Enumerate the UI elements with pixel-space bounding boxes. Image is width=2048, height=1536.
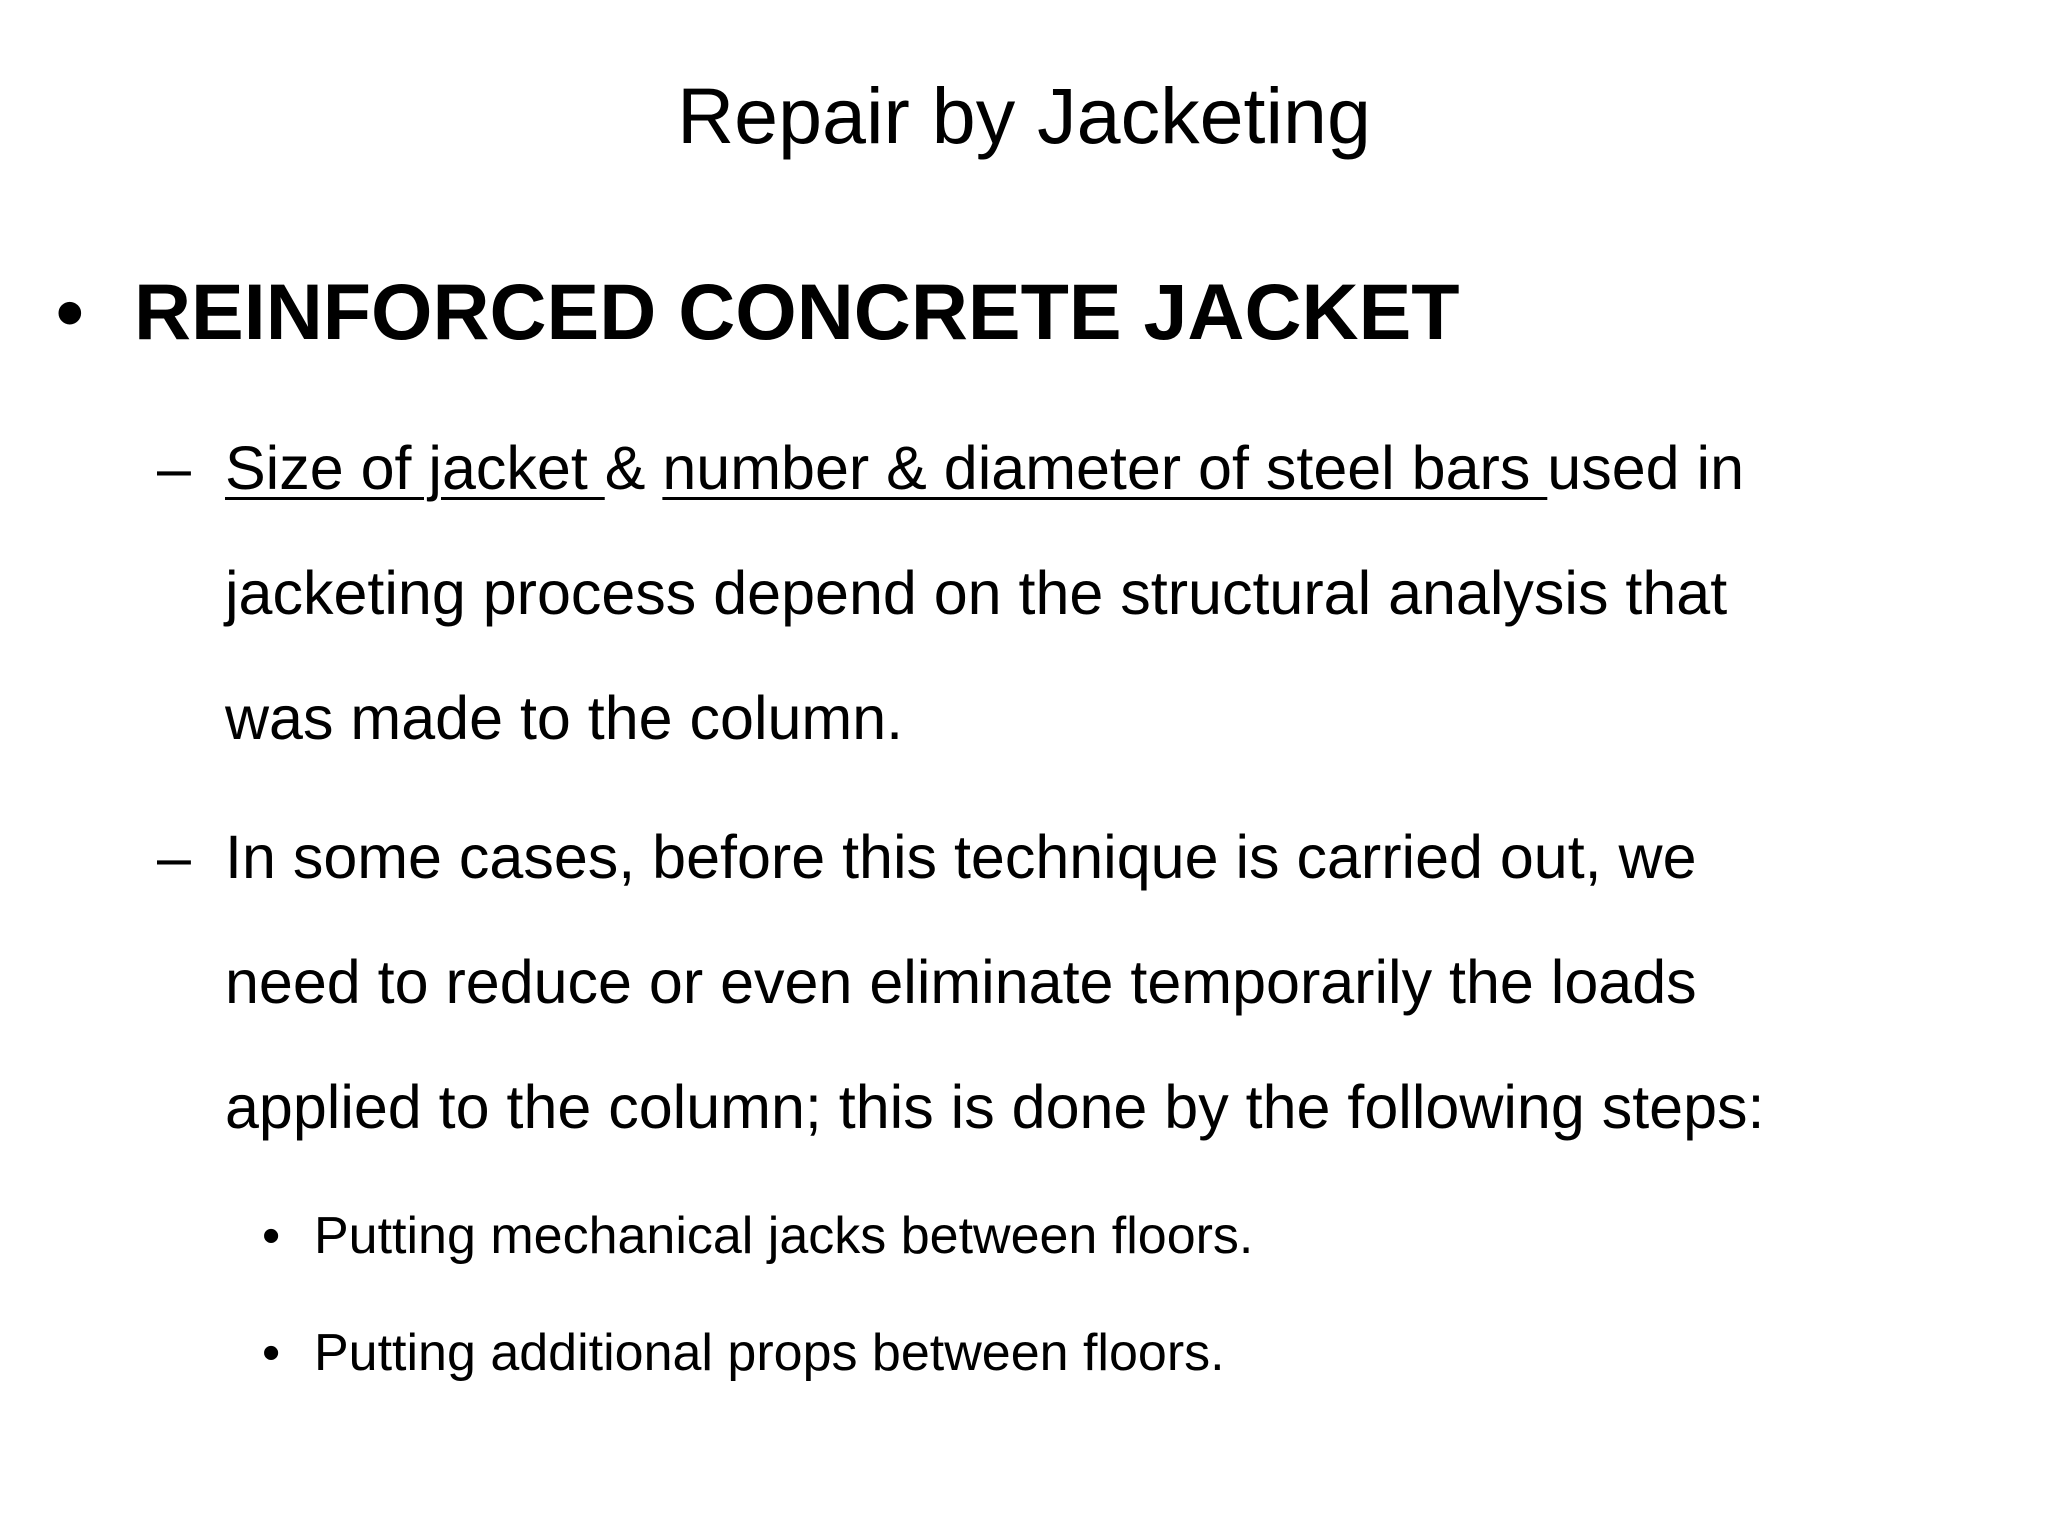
step-item-2 xyxy=(262,1318,1225,1388)
bullet-marker: • xyxy=(262,1324,281,1382)
sub-point-2-line-3: applied to the column; this is done by the following steps: xyxy=(225,1073,1765,1141)
sub-point-1-line-3: was made to the column. xyxy=(225,684,904,752)
sub-point-1 xyxy=(157,406,1987,781)
sub-point-2 xyxy=(157,795,1987,1170)
sub-point-2-line-2: need to reduce or even eliminate temporarily the loads xyxy=(225,948,1697,1016)
underlined-size-of-jacket: Size of jacket xyxy=(225,434,605,502)
bullet-marker: • xyxy=(262,1207,281,1265)
underlined-steel-bars: number & diameter of steel bars xyxy=(662,434,1548,502)
sub-point-1-line-2: jacketing process depend on the structural analysis that xyxy=(225,559,1728,627)
dash-marker: – xyxy=(157,823,191,891)
step-item-1 xyxy=(262,1201,1253,1271)
slide-title: Repair by Jacketing xyxy=(677,71,1371,160)
sub-point-2-line-1: In some cases, before this technique is carried out, we xyxy=(225,823,1697,891)
dash-marker: – xyxy=(157,434,191,502)
ampersand-text: & xyxy=(604,434,663,502)
bullet-heading xyxy=(56,262,1460,362)
step-text: Putting additional props between floors. xyxy=(314,1324,1225,1382)
heading-text: REINFORCED CONCRETE JACKET xyxy=(134,267,1460,356)
sub-point-1-line-1 xyxy=(225,406,1987,531)
step-text: Putting mechanical jacks between floors. xyxy=(314,1207,1254,1265)
bullet-marker: • xyxy=(56,267,84,356)
used-in-text: used in xyxy=(1547,434,1744,502)
